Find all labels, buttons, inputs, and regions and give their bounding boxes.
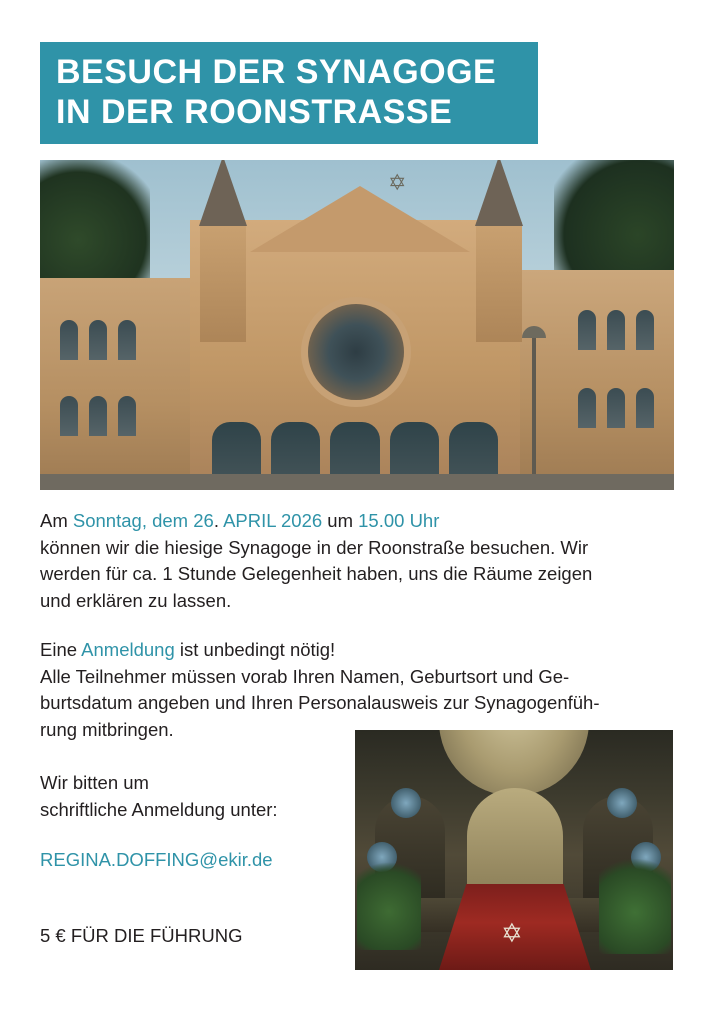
synagogue-interior-photo (355, 730, 673, 970)
photo-tower-left (200, 222, 246, 342)
registration-lead-accent: Anmeldung (81, 639, 175, 660)
paragraph-registration (40, 637, 665, 743)
interior-window-upper-left (391, 788, 421, 818)
registration-line-2: burtsdatum angeben und Ihren Personalausweis zur Synagogenfüh- (40, 692, 600, 713)
interior-window-upper-right (607, 788, 637, 818)
photo-window-row-left-upper (60, 320, 136, 360)
poster-title-line-1: BESUCH DER SYNAGOGE (56, 53, 497, 91)
contact-intro-line-2: schriftliche Anmeldung unter: (40, 798, 278, 820)
contact-intro-line-1: Wir bitten um (40, 772, 149, 793)
registration-line-1: Alle Teilnehmer müssen vorab Ihren Namen, Geburtsort und Ge- (40, 665, 570, 687)
synagogue-exterior-photo (40, 160, 674, 490)
paragraph-appointment (40, 508, 665, 614)
photo-spire-left (199, 160, 247, 226)
appointment-date-separator: . (213, 510, 224, 531)
star-of-david-icon: ✡ (388, 170, 407, 195)
interior-plant-right (599, 850, 671, 954)
photo-spire-right (475, 160, 523, 226)
poster-title-banner (40, 42, 538, 144)
photo-window-row-left-lower (60, 396, 136, 436)
appointment-body-line-3: und erklären zu lassen. (40, 589, 232, 611)
photo-ground (40, 474, 674, 490)
poster-title-line-2: IN DER ROONSTRASSE (56, 93, 453, 131)
photo-street-lamp (532, 336, 536, 486)
appointment-day: 26 (193, 510, 214, 531)
appointment-line (40, 508, 665, 535)
photo-window-row-right-upper (578, 310, 654, 350)
appointment-time: 15.00 Uhr (358, 510, 440, 531)
contact-email[interactable]: REGINA.DOFFING@ekir.de (40, 849, 273, 870)
photo-rose-window (308, 304, 404, 400)
paragraph-contact-intro (40, 770, 340, 823)
interior-apse (467, 788, 563, 892)
photo-window-row-right-lower (578, 388, 654, 428)
star-of-david-icon: ✡ (501, 918, 523, 948)
interior-plant-left (357, 854, 421, 950)
price-note: 5 € FÜR DIE FÜHRUNG (40, 925, 243, 946)
appointment-year: 2026 (281, 510, 323, 531)
appointment-mid: um (322, 510, 359, 531)
registration-lead-prefix: Eine (40, 639, 82, 660)
appointment-body-line-2: werden für ca. 1 Stunde Gelegenheit haben, uns die Räume zeigen (40, 563, 593, 584)
appointment-month: APRIL (223, 510, 281, 531)
registration-lead (40, 637, 665, 664)
registration-line-3: rung mitbringen. (40, 718, 174, 740)
photo-tower-right (476, 222, 522, 342)
photo-gable (250, 186, 470, 252)
appointment-body-line-1: können wir die hiesige Synagoge in der Roonstraße besuchen. Wir (40, 536, 589, 558)
appointment-prefix: Am (40, 510, 73, 531)
registration-lead-suffix: ist unbedingt nötig! (174, 639, 336, 660)
appointment-weekday: Sonntag, dem (72, 510, 194, 531)
